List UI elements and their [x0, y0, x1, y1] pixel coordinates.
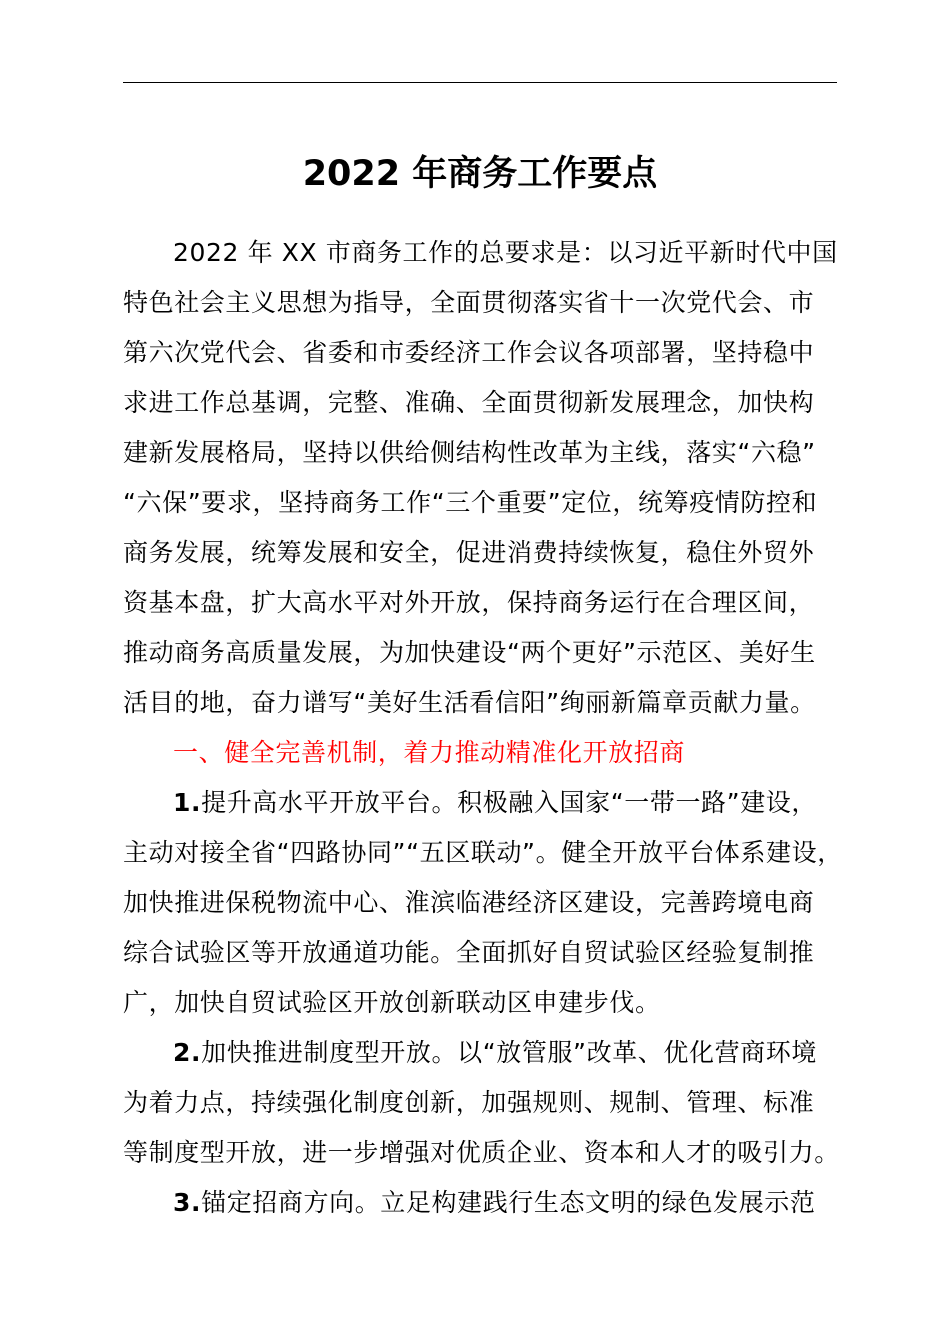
text-line: 主动对接全省“四路协同”“五区联动”。健全开放平台体系建设， [123, 838, 843, 867]
text-line: 建新发展格局，坚持以供给侧结构性改革为主线，落实“六稳” [123, 438, 816, 467]
section-heading: 一、健全完善机制，着力推动精准化开放招商 [173, 738, 686, 767]
item-text: 提升高水平开放平台。积极融入国家“一带一路”建设， [201, 788, 817, 817]
text-line: 推动商务高质量发展，为加快建设“两个更好”示范区、美好生 [123, 638, 816, 667]
item-paragraph-3 [123, 1178, 837, 1228]
item-paragraph-2 [123, 1028, 840, 1178]
text-line: 广，加快自贸试验区开放创新联动区申建步伐。 [123, 988, 661, 1017]
item-number: 2. [173, 1038, 202, 1067]
text-line: 求进工作总基调，完整、准确、全面贯彻新发展理念，加快构 [123, 388, 815, 417]
item-paragraph-1 [123, 778, 843, 1028]
text-line: 商务发展，统筹发展和安全，促进消费持续恢复，稳住外贸外 [123, 538, 815, 567]
text-line: 综合试验区等开放通道功能。全面抓好自贸试验区经验复制推 [123, 938, 815, 967]
text-line: 第六次党代会、省委和市委经济工作会议各项部署，坚持稳中 [123, 338, 815, 367]
document-title: 2022 年商务工作要点 [302, 154, 658, 194]
text-line: “六保”要求，坚持商务工作“三个重要”定位，统筹疫情防控和 [123, 488, 818, 517]
text-line: 加快推进保税物流中心、淮滨临港经济区建设，完善跨境电商 [123, 888, 815, 917]
item-text: 加快推进制度型开放。以“放管服”改革、优化营商环境 [201, 1038, 817, 1067]
intro-paragraph [123, 228, 837, 728]
text-line: 2022 年 XX 市商务工作的总要求是：以习近平新时代中国 [173, 238, 838, 267]
item-number: 1. [173, 788, 202, 817]
text-line [123, 1178, 837, 1228]
header-rule [123, 82, 837, 83]
document-body [123, 228, 843, 1228]
item-text: 锚定招商方向。立足构建践行生态文明的绿色发展示范 [201, 1188, 816, 1217]
text-line [123, 778, 837, 828]
item-number: 3. [173, 1188, 202, 1217]
text-line: 活目的地，奋力谱写“美好生活看信阳”绚丽新篇章贡献力量。 [123, 688, 816, 717]
text-line: 特色社会主义思想为指导，全面贯彻落实省十一次党代会、市 [123, 288, 815, 317]
text-line [123, 1028, 837, 1078]
text-line: 等制度型开放，进一步增强对优质企业、资本和人才的吸引力。 [123, 1138, 840, 1167]
text-line: 为着力点，持续强化制度创新，加强规则、规制、管理、标准 [123, 1088, 815, 1117]
section-heading-paragraph [123, 728, 837, 778]
text-line: 资基本盘，扩大高水平对外开放，保持商务运行在合理区间， [123, 588, 815, 617]
